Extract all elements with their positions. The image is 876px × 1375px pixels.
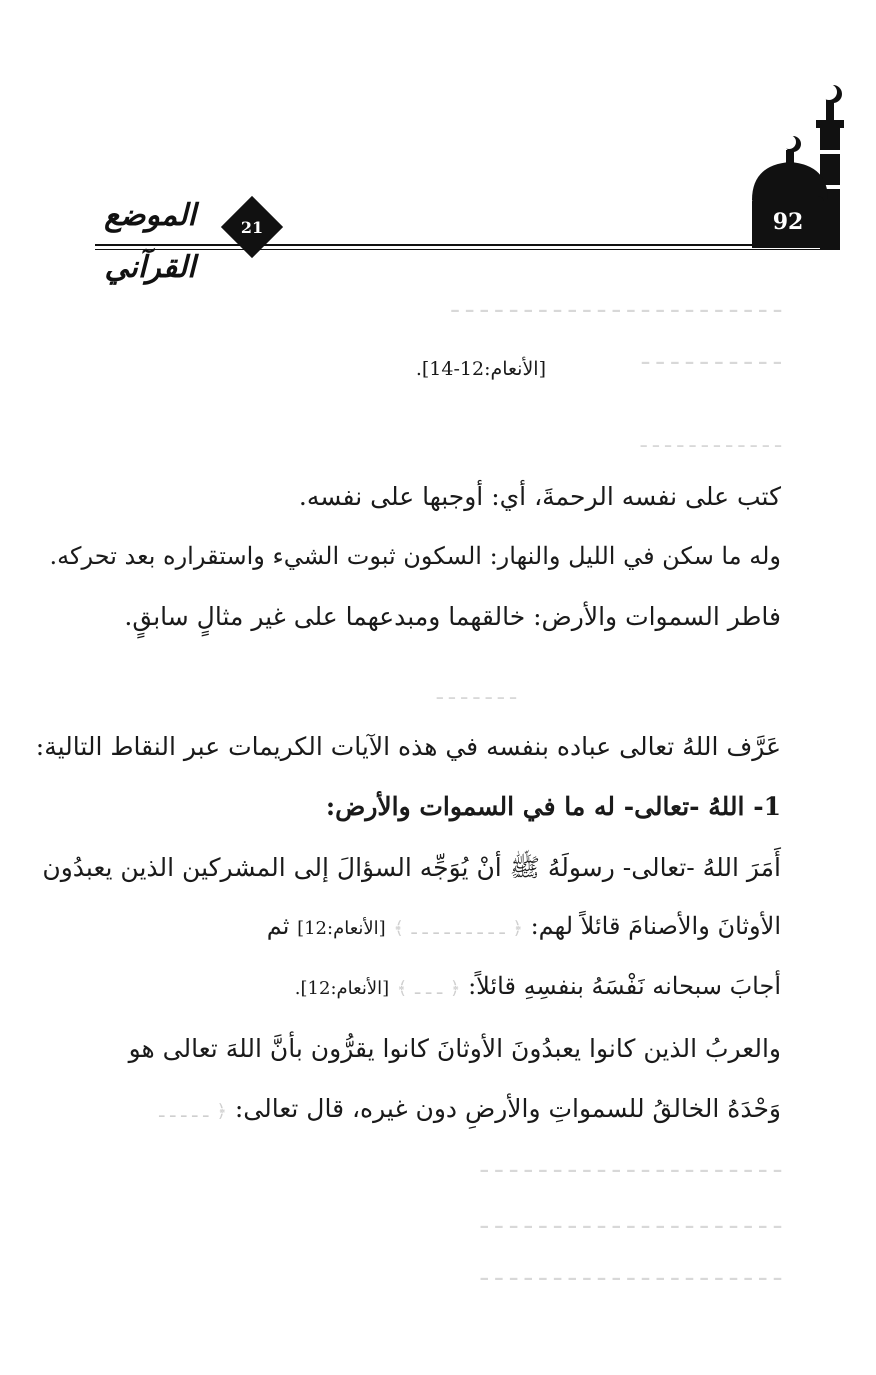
text-line-9 — [159, 1094, 781, 1123]
faded-quote-3: ـ ـ ـ ـ ـ — [159, 1101, 209, 1122]
point-heading-1: 1- اللهُ -تعالى- له ما في السموات والأرض: — [325, 792, 781, 821]
quran-bracket-open-icon: ﴿ — [512, 918, 523, 939]
faded-heading-1: ـ ـ ـ ـ ـ ـ ـ ـ ـ ـ ـ ـ — [640, 428, 781, 452]
quran-bracket-close-icon: ﴾ — [393, 918, 404, 939]
faded-tail-line-1: ـ ـ ـ ـ ـ ـ ـ ـ ـ ـ ـ ـ ـ ـ ـ ـ ـ ـ ـ ـ ـ — [480, 1150, 781, 1178]
page-number: 92 — [772, 209, 804, 235]
text-line-6-end: ثم — [266, 912, 290, 940]
text-line-2: وله ما سكن في الليل والنهار: السكون ثبوت الشيء واستقراره بعد تحركه. — [49, 542, 781, 570]
faded-quote-2: ـ ـ ـ — [414, 978, 443, 999]
text-line-7 — [295, 972, 781, 1000]
quran-bracket-open-icon-3: ﴿ — [216, 1101, 227, 1122]
quran-bracket-open-icon-2: ﴿ — [449, 978, 461, 999]
faded-verse-line-2: ـ ـ ـ ـ ـ ـ ـ ـ ـ ـ — [642, 342, 781, 370]
text-line-6-start: الأوثانَ والأصنامَ قائلاً لهم: — [530, 912, 781, 940]
header-rule-thin — [95, 249, 840, 250]
text-line-9-text: وَحْدَهُ الخالقُ للسمواتِ والأرضِ دون غيره، قال تعالى: — [234, 1094, 781, 1123]
text-line-4: عَرَّف اللهُ تعالى عباده بنفسه في هذه الآيات الكريمات عبر النقاط التالية: — [35, 732, 781, 761]
header-rule — [95, 244, 840, 246]
quran-bracket-close-icon-2: ﴾ — [396, 978, 408, 999]
text-line-8: والعربُ الذين كانوا يعبدُونَ الأوثانَ كانوا يقرُّون بأنَّ اللهَ تعالى هو — [128, 1034, 781, 1063]
text-line-6 — [91, 912, 781, 940]
verse-reference-1: [الأنعام:12-14]. — [415, 358, 546, 380]
faded-tail-line-3: ـ ـ ـ ـ ـ ـ ـ ـ ـ ـ ـ ـ ـ ـ ـ ـ ـ ـ ـ ـ ـ — [480, 1258, 781, 1286]
text-line-1: كتب على نفسه الرحمةَ، أي: أوجبها على نفسه. — [298, 482, 781, 511]
text-line-5: أَمَرَ اللهُ -تعالى- رسولَهُ ﷺ أنْ يُوَجِّه السؤالَ إلى المشركين الذين يعبدُون — [42, 853, 781, 882]
faded-quote-1: ـ ـ ـ ـ ـ ـ ـ ـ ـ — [411, 918, 505, 939]
chapter-number: 21 — [240, 217, 264, 237]
text-line-3: فاطر السموات والأرض: خالقهما ومبدعهما على غير مثالٍ سابقٍ. — [124, 602, 781, 631]
book-title: الموضع القرآني — [104, 198, 196, 285]
text-line-7-start: أجابَ سبحانه نَفْسَهُ بنفسِهِ قائلاً: — [468, 972, 781, 1000]
faded-verse-line-1: ـ ـ ـ ـ ـ ـ ـ ـ ـ ـ ـ ـ ـ ـ ـ ـ ـ ـ ـ ـ ـ ـ ـ — [451, 290, 781, 318]
verse-reference-2: [الأنعام:12] — [297, 918, 386, 939]
page-header — [0, 0, 876, 285]
chapter-diamond — [220, 195, 284, 259]
faded-heading-2: ـ ـ ـ ـ ـ ـ ـ — [436, 680, 516, 704]
verse-reference-3: [الأنعام:12]. — [294, 978, 390, 999]
faded-tail-line-2: ـ ـ ـ ـ ـ ـ ـ ـ ـ ـ ـ ـ ـ ـ ـ ـ ـ ـ ـ ـ ـ — [480, 1206, 781, 1234]
page-number-badge — [752, 196, 824, 248]
